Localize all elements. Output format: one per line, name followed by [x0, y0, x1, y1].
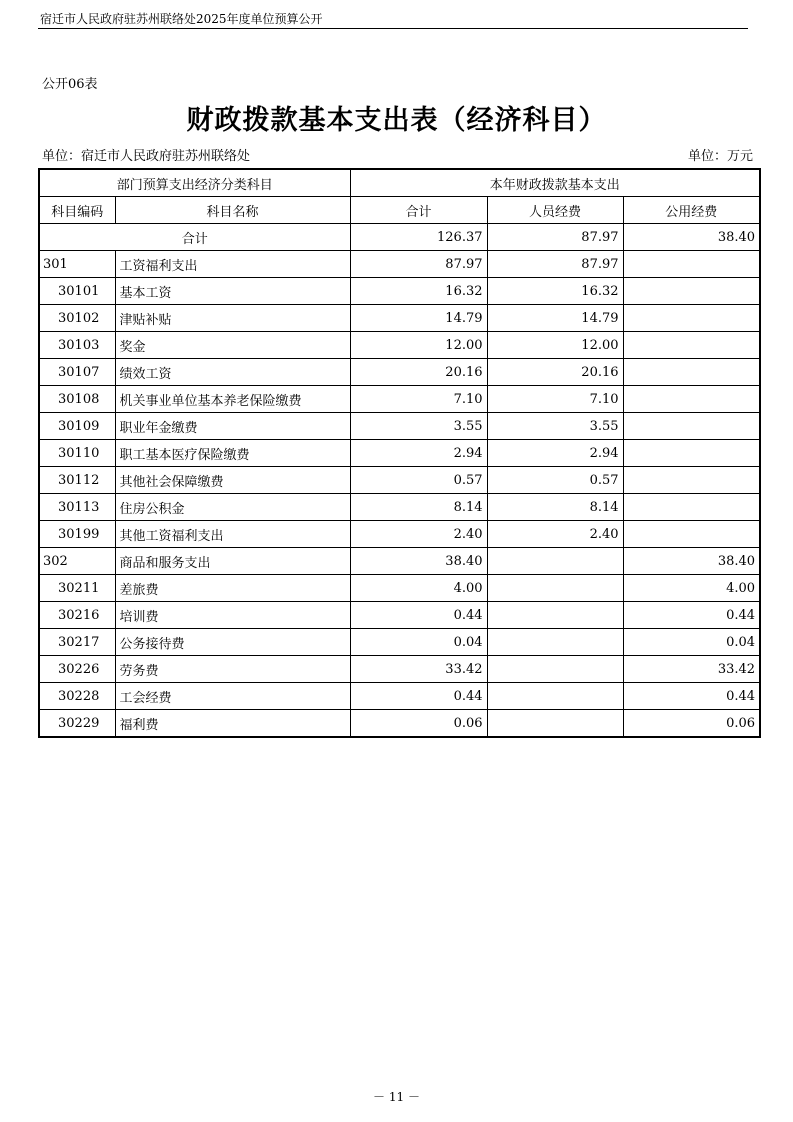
row-name: 商品和服务支出	[115, 548, 350, 575]
row-public: 38.40	[623, 548, 760, 575]
table-header-group-row	[39, 169, 760, 197]
row-total: 2.40	[350, 521, 487, 548]
row-personnel: 16.32	[487, 278, 623, 305]
row-name: 津贴补贴	[115, 305, 350, 332]
row-personnel: 14.79	[487, 305, 623, 332]
row-code: 301	[39, 251, 115, 278]
row-name: 职业年金缴费	[115, 413, 350, 440]
row-public	[623, 440, 760, 467]
table-row	[39, 710, 760, 738]
table-row	[39, 602, 760, 629]
table-number: 公开06表	[42, 77, 98, 92]
row-personnel: 3.55	[487, 413, 623, 440]
row-personnel: 2.40	[487, 521, 623, 548]
table-row	[39, 440, 760, 467]
row-total: 0.44	[350, 602, 487, 629]
row-name: 住房公积金	[115, 494, 350, 521]
total-personnel: 87.97	[487, 224, 623, 251]
row-total: 3.55	[350, 413, 487, 440]
header-group-right: 本年财政拨款基本支出	[350, 169, 760, 197]
header-code: 科目编码	[39, 197, 115, 224]
row-personnel: 2.94	[487, 440, 623, 467]
row-total: 0.06	[350, 710, 487, 738]
row-total: 0.57	[350, 467, 487, 494]
row-name: 职工基本医疗保险缴费	[115, 440, 350, 467]
table-row	[39, 575, 760, 602]
row-public: 0.44	[623, 683, 760, 710]
row-name: 劳务费	[115, 656, 350, 683]
row-name: 基本工资	[115, 278, 350, 305]
row-public	[623, 413, 760, 440]
total-public: 38.40	[623, 224, 760, 251]
table-row	[39, 332, 760, 359]
row-public	[623, 332, 760, 359]
row-personnel: 12.00	[487, 332, 623, 359]
row-personnel: 7.10	[487, 386, 623, 413]
currency-unit: 单位：万元	[687, 149, 753, 164]
row-name: 其他社会保障缴费	[115, 467, 350, 494]
header-personnel: 人员经费	[487, 197, 623, 224]
row-code: 30113	[39, 494, 115, 521]
table-row	[39, 548, 760, 575]
row-name: 奖金	[115, 332, 350, 359]
row-name: 绩效工资	[115, 359, 350, 386]
row-code: 30199	[39, 521, 115, 548]
row-personnel: 0.57	[487, 467, 623, 494]
table-row	[39, 629, 760, 656]
row-code: 30217	[39, 629, 115, 656]
page-number: － 11 －	[373, 1090, 420, 1104]
table-row	[39, 656, 760, 683]
row-personnel: 87.97	[487, 251, 623, 278]
row-code: 30103	[39, 332, 115, 359]
row-public	[623, 278, 760, 305]
row-personnel	[487, 575, 623, 602]
row-public: 0.04	[623, 629, 760, 656]
table-row	[39, 413, 760, 440]
row-code: 30229	[39, 710, 115, 738]
row-code: 30216	[39, 602, 115, 629]
row-personnel	[487, 710, 623, 738]
row-personnel	[487, 602, 623, 629]
total-sum: 126.37	[350, 224, 487, 251]
row-name: 差旅费	[115, 575, 350, 602]
row-total: 16.32	[350, 278, 487, 305]
row-total: 14.79	[350, 305, 487, 332]
row-name: 其他工资福利支出	[115, 521, 350, 548]
row-personnel	[487, 629, 623, 656]
budget-table	[38, 168, 761, 738]
row-name: 机关事业单位基本养老保险缴费	[115, 386, 350, 413]
table-row	[39, 278, 760, 305]
row-total: 4.00	[350, 575, 487, 602]
row-personnel	[487, 656, 623, 683]
row-public	[623, 386, 760, 413]
row-public	[623, 467, 760, 494]
table-row	[39, 386, 760, 413]
row-code: 30110	[39, 440, 115, 467]
table-row	[39, 683, 760, 710]
table-row	[39, 251, 760, 278]
row-total: 0.04	[350, 629, 487, 656]
row-personnel	[487, 683, 623, 710]
total-label: 合计	[39, 224, 350, 251]
row-name: 公务接待费	[115, 629, 350, 656]
row-personnel: 8.14	[487, 494, 623, 521]
row-total: 0.44	[350, 683, 487, 710]
row-name: 福利费	[115, 710, 350, 738]
row-code: 30107	[39, 359, 115, 386]
row-code: 30226	[39, 656, 115, 683]
row-personnel: 20.16	[487, 359, 623, 386]
row-total: 12.00	[350, 332, 487, 359]
row-code: 30102	[39, 305, 115, 332]
row-name: 工资福利支出	[115, 251, 350, 278]
row-public	[623, 359, 760, 386]
row-personnel	[487, 548, 623, 575]
row-public: 33.42	[623, 656, 760, 683]
row-total: 7.10	[350, 386, 487, 413]
row-code: 302	[39, 548, 115, 575]
row-total: 2.94	[350, 440, 487, 467]
page-title: 财政拨款基本支出表（经济科目）	[186, 105, 607, 136]
row-code: 30108	[39, 386, 115, 413]
row-name: 工会经费	[115, 683, 350, 710]
header-group-left: 部门预算支出经济分类科目	[39, 169, 350, 197]
header-public: 公用经费	[623, 197, 760, 224]
header-name: 科目名称	[115, 197, 350, 224]
row-public: 0.44	[623, 602, 760, 629]
row-code: 30211	[39, 575, 115, 602]
table-row	[39, 467, 760, 494]
total-row	[39, 224, 760, 251]
row-code: 30101	[39, 278, 115, 305]
table-row	[39, 305, 760, 332]
header-divider	[38, 28, 748, 29]
organization-unit: 单位：宿迁市人民政府驻苏州联络处	[42, 149, 251, 164]
table-row	[39, 521, 760, 548]
row-public	[623, 521, 760, 548]
row-public	[623, 494, 760, 521]
row-total: 33.42	[350, 656, 487, 683]
row-total: 20.16	[350, 359, 487, 386]
row-public	[623, 251, 760, 278]
row-public	[623, 305, 760, 332]
row-code: 30109	[39, 413, 115, 440]
row-public: 0.06	[623, 710, 760, 738]
row-code: 30228	[39, 683, 115, 710]
table-row	[39, 359, 760, 386]
row-public: 4.00	[623, 575, 760, 602]
row-total: 8.14	[350, 494, 487, 521]
page-header-title: 宿迁市人民政府驻苏州联络处2025年度单位预算公开	[40, 12, 323, 26]
row-name: 培训费	[115, 602, 350, 629]
header-total: 合计	[350, 197, 487, 224]
row-code: 30112	[39, 467, 115, 494]
row-total: 38.40	[350, 548, 487, 575]
row-total: 87.97	[350, 251, 487, 278]
table-row	[39, 494, 760, 521]
table-header-row	[39, 197, 760, 224]
